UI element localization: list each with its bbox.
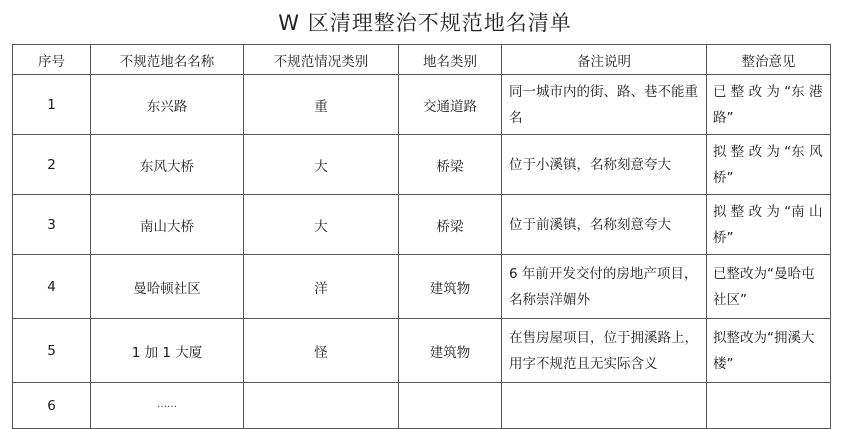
cell-place-name: 东风大桥 (91, 135, 244, 195)
cell-remarks: 位于小溪镇，名称刻意夸大 (502, 135, 707, 195)
ellipsis-text: …… (157, 398, 177, 410)
cell-place-name: 曼哈顿社区 (91, 255, 244, 319)
cell-serial-number: 4 (13, 255, 91, 319)
cell-serial-number: 6 (13, 383, 91, 429)
cell-rectification-opinion: 拟 整 改 为 “东 风 桥” (707, 135, 831, 195)
cell-serial-number: 2 (13, 135, 91, 195)
cell-rectification-opinion: 拟整改为“拥溪大楼” (707, 319, 831, 383)
cell-place-type: 建筑物 (399, 319, 502, 383)
table-row (13, 319, 831, 383)
cell-place-type: 建筑物 (399, 255, 502, 319)
cell-serial-number: 1 (13, 75, 91, 135)
cell-issue-category: 怪 (244, 319, 399, 383)
cell-place-type: 桥梁 (399, 135, 502, 195)
cell-place-type (399, 383, 502, 429)
cell-remarks: 同一城市内的街、路、巷不能重名 (502, 75, 707, 135)
cell-serial-number: 3 (13, 195, 91, 255)
cell-place-name: 1 加 1 大厦 (91, 319, 244, 383)
cell-issue-category: 大 (244, 195, 399, 255)
cell-place-name (91, 383, 244, 429)
cell-rectification-opinion: 已 整 改 为 “东 港 路” (707, 75, 831, 135)
cell-rectification-opinion: 已整改为“曼哈屯社区” (707, 255, 831, 319)
cell-place-type: 交通道路 (399, 75, 502, 135)
table-row (13, 135, 831, 195)
cell-remarks: 位于前溪镇，名称刻意夸大 (502, 195, 707, 255)
header-remarks: 备注说明 (502, 45, 707, 75)
cell-place-type: 桥梁 (399, 195, 502, 255)
header-rectification-opinion: 整治意见 (707, 45, 831, 75)
table-row (13, 195, 831, 255)
cell-remarks (502, 383, 707, 429)
header-place-type: 地名类别 (399, 45, 502, 75)
header-issue-category: 不规范情况类别 (244, 45, 399, 75)
table-header-row (13, 45, 831, 75)
table-row (13, 383, 831, 429)
cell-remarks: 6 年前开发交付的房地产项目，名称崇洋媚外 (502, 255, 707, 319)
cell-issue-category: 洋 (244, 255, 399, 319)
cell-place-name: 南山大桥 (91, 195, 244, 255)
cell-issue-category (244, 383, 399, 429)
place-name-table (12, 44, 831, 429)
cell-remarks: 在售房屋项目，位于拥溪路上，用字不规范且无实际含义 (502, 319, 707, 383)
table-row (13, 255, 831, 319)
header-serial-number: 序号 (13, 45, 91, 75)
cell-serial-number: 5 (13, 319, 91, 383)
cell-rectification-opinion (707, 383, 831, 429)
document-title: W 区清理整治不规范地名清单 (278, 11, 572, 35)
cell-issue-category: 重 (244, 75, 399, 135)
cell-place-name: 东兴路 (91, 75, 244, 135)
header-nonstandard-name: 不规范地名名称 (91, 45, 244, 75)
cell-issue-category: 大 (244, 135, 399, 195)
table-row (13, 75, 831, 135)
cell-rectification-opinion: 拟 整 改 为 “南 山 桥” (707, 195, 831, 255)
